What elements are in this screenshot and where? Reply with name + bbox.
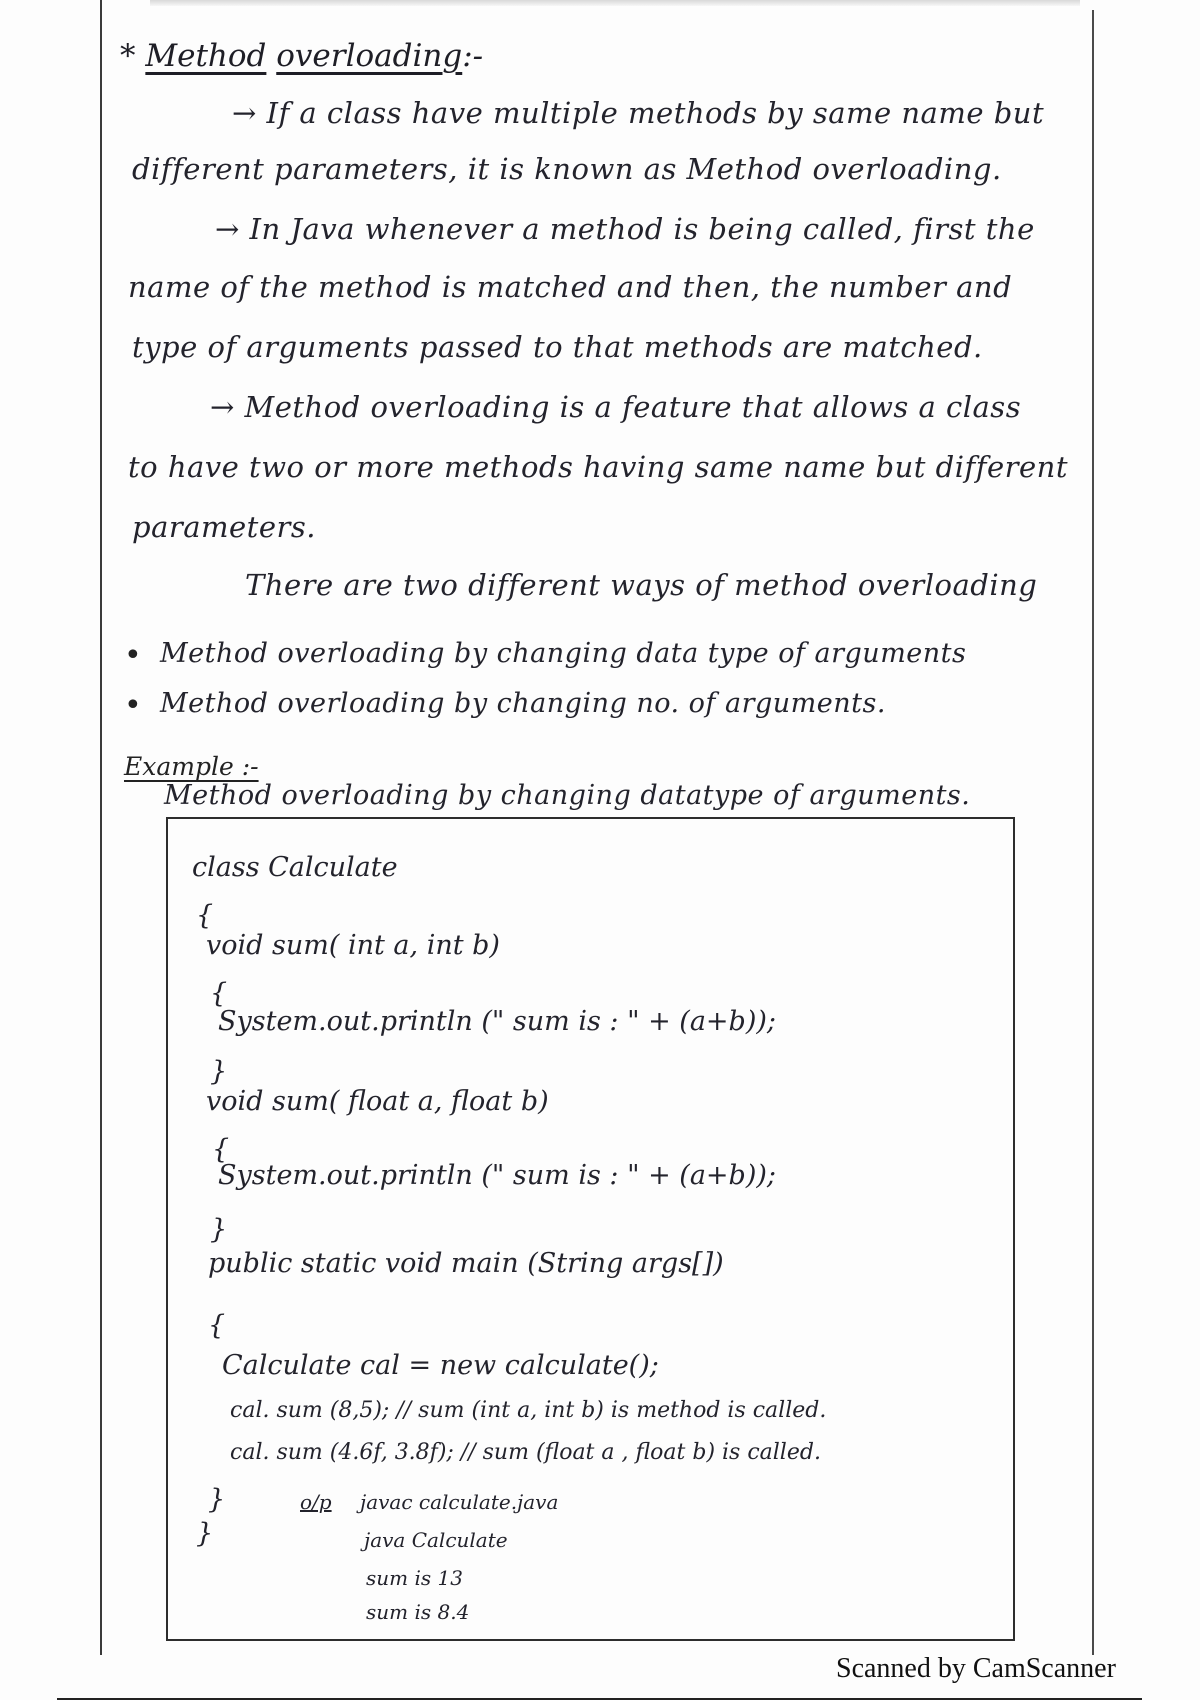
- section-heading: [120, 38, 483, 74]
- code-line: }: [196, 1518, 214, 1549]
- output-line: javac calculate.java: [360, 1490, 559, 1514]
- code-line: {: [210, 978, 228, 1009]
- example-label: Example :-: [124, 752, 259, 781]
- paragraph-line: → Method overloading is a feature that allows a class: [210, 390, 1022, 424]
- scanner-watermark: Scanned by CamScanner: [836, 1653, 1116, 1684]
- code-line: {: [196, 900, 214, 931]
- code-line: }: [208, 1484, 226, 1515]
- output-line: java Calculate: [364, 1528, 508, 1552]
- bullet-item: Method overloading by changing data type of arguments: [160, 638, 967, 669]
- paragraph-line: name of the method is matched and then, the number and: [128, 270, 1013, 304]
- code-line: }: [210, 1214, 228, 1245]
- bullet-dot: •: [124, 688, 142, 723]
- code-line: void sum( float a, float b): [206, 1086, 549, 1117]
- code-line: {: [208, 1310, 226, 1341]
- output-line: sum is 13: [366, 1566, 463, 1590]
- heading-star: *: [120, 38, 136, 74]
- code-line: System.out.println (" sum is : " + (a+b));: [218, 1006, 776, 1037]
- paragraph-line: parameters.: [132, 510, 316, 544]
- code-line: cal. sum (4.6f, 3.8f); // sum (float a , float b) is called.: [230, 1440, 821, 1465]
- heading-word-method: Method: [145, 38, 267, 74]
- code-line: {: [212, 1134, 230, 1165]
- heading-word-overloading: overloading: [276, 38, 463, 74]
- code-line: System.out.println (" sum is : " + (a+b));: [218, 1160, 776, 1191]
- paragraph-line: different parameters, it is known as Method overloading.: [132, 152, 1002, 186]
- right-margin-line: [1092, 10, 1094, 1655]
- code-line: public static void main (String args[]): [208, 1248, 724, 1279]
- code-line: Calculate cal = new calculate();: [222, 1350, 659, 1381]
- output-line: sum is 8.4: [366, 1600, 470, 1624]
- bullet-item: Method overloading by changing no. of arguments.: [160, 688, 886, 719]
- left-margin-line: [100, 0, 102, 1655]
- page-top-edge: [150, 0, 1080, 6]
- output-label: o/p: [300, 1490, 332, 1514]
- bullet-dot: •: [124, 638, 142, 673]
- heading-suffix: :-: [462, 38, 484, 74]
- paragraph-line: type of arguments passed to that methods are matched.: [132, 330, 983, 364]
- code-line: }: [210, 1056, 228, 1087]
- code-line: cal. sum (8,5); // sum (int a, int b) is method is called.: [230, 1398, 827, 1423]
- code-line: void sum( int a, int b): [206, 930, 500, 961]
- paragraph-line: to have two or more methods having same name but different: [128, 450, 1068, 484]
- example-title: Method overloading by changing datatype of arguments.: [164, 780, 971, 811]
- paragraph-line: → If a class have multiple methods by same name but: [232, 96, 1045, 130]
- ways-intro: There are two different ways of method overloading: [245, 568, 1038, 602]
- paragraph-line: → In Java whenever a method is being called, first the: [215, 212, 1035, 246]
- code-line: class Calculate: [192, 852, 398, 883]
